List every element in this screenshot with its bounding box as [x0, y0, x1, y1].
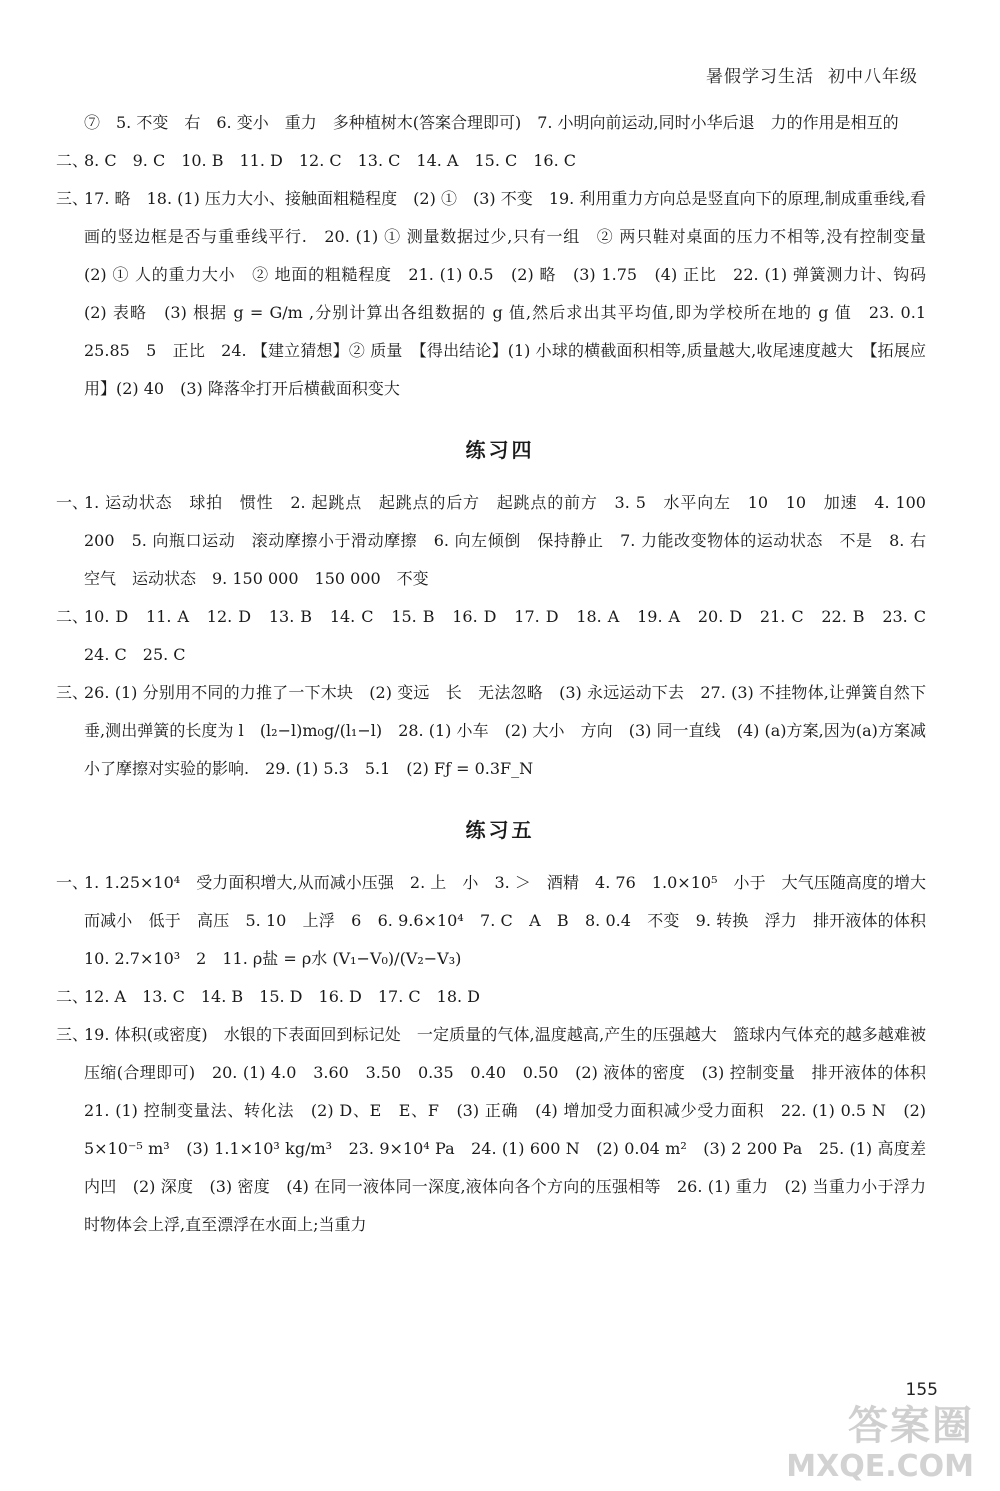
question-group-label: 三、	[56, 1025, 89, 1044]
answer-text: 10. D 11. A 12. D 13. B 14. C 15. B 16. D 17. D 18. A 19. A 20. D 21. C 22. B 23. C 24. C 25. C	[84, 607, 943, 664]
answer-paragraph	[0, 864, 1000, 978]
answer-paragraph	[0, 180, 1000, 408]
answer-paragraph	[0, 978, 1000, 1016]
answer-paragraph	[0, 598, 1000, 674]
page-header	[706, 62, 918, 87]
watermark-logo	[734, 1402, 974, 1488]
question-group-label: 二、	[56, 607, 89, 626]
answer-text: 1. 1.25×10⁴ 受力面积增大,从而减小压强 2. 上 小 3. ＞ 酒精 4. 76 1.0×10⁵ 小于 大气压随高度的增大而减小 低于 高压 5. 10 上浮 6 6. 9.6×10⁴ 7. C A B 8. 0.4 不变 9. 转换 浮力 排开液体的体积 10. 2.7×10³ 2 11. ρ盐 = ρ水 (V₁−V₀)/(V₂−V₃)	[84, 873, 943, 968]
answer-paragraph	[0, 484, 1000, 598]
answer-paragraph	[0, 104, 1000, 142]
watermark-sub-text: MXQE.COM	[786, 1449, 974, 1484]
question-group-label: 一、	[56, 493, 89, 512]
answer-text: ⑦ 5. 不变 右 6. 变小 重力 多种植树木(答案合理即可) 7. 小明向前运动,同时小华后退 力的作用是相互的	[84, 113, 899, 132]
question-group-label: 二、	[56, 987, 89, 1006]
section-title: 练习四	[465, 438, 535, 462]
question-group-label: 三、	[56, 683, 89, 702]
book-title: 暑假学习生活	[706, 67, 814, 87]
answer-text: 12. A 13. C 14. B 15. D 16. D 17. C 18. D	[84, 987, 481, 1006]
answer-text: 19. 体积(或密度) 水银的下表面回到标记处 一定质量的气体,温度越高,产生的压强越大 篮球内气体充的越多越难被压缩(合理即可) 20. (1) 4.0 3.60 3.50 0.35 0.40 0.50 (2) 液体的密度 (3) 控制变量 排开液体的体积 21. (1) 控制变量法、转化法 (2) D、E E、F (3) 正确 (4) 增加受力面积减少受力面积 22. (1) 0.5 N (2) 5×10⁻⁵ m³ (3) 1.1×10³ kg/m³ 23. 9×10⁴ Pa 24. (1) 600 N (2) 0.04 m² (3) 2 200 Pa 25. (1) 高度差 内凹 (2) 深度 (3) 密度 (4) 在同一液体同一深度,液体向各个方向的压强相等 26. (1) 重力 (2) 当重力小于浮力时物体会上浮,直至漂浮在水面上;当重力	[84, 1025, 943, 1234]
grade-label: 初中八年级	[828, 67, 918, 87]
answer-text: 8. C 9. C 10. B 11. D 12. C 13. C 14. A 15. C 16. C	[84, 151, 577, 170]
question-group-label: 一、	[56, 873, 89, 892]
answer-text: 1. 运动状态 球拍 惯性 2. 起跳点 起跳点的后方 起跳点的前方 3. 5 水平向左 10 10 加速 4. 100 200 5. 向瓶口运动 滚动摩擦小于滑动摩擦 6. 向左倾倒 保持静止 7. 力能改变物体的运动状态 不是 8. 右 空气 运动状态 9. 150 000 150 000 不变	[84, 493, 943, 588]
watermark-main-text: 答案圈	[848, 1403, 974, 1449]
answer-paragraph	[0, 674, 1000, 788]
section-title: 练习五	[465, 818, 535, 842]
answer-text: 17. 略 18. (1) 压力大小、接触面粗糙程度 (2) ① (3) 不变 19. 利用重力方向总是竖直向下的原理,制成重垂线,看画的竖边框是否与重垂线平行. 20. (1) ① 测量数据过少,只有一组 ② 两只鞋对桌面的压力不相等,没有控制变量 (2) ① 人的重力大小 ② 地面的粗糙程度 21. (1) 0.5 (2) 略 (3) 1.75 (4) 正比 22. (1) 弹簧测力计、钩码 (2) 表略 (3) 根据 g = G/m ,分别计算出各组数据的 g 值,然后求出其平均值,即为学校所在地的 g 值 23. 0.1 25.85 5 正比 24. 【建立猜想】② 质量 【得出结论】(1) 小球的横截面积相等,质量越大,收尾速度越大 【拓展应用】(2) 40 (3) 降落伞打开后横截面积变大	[84, 189, 943, 398]
answer-paragraph	[0, 1016, 1000, 1244]
answer-text: 26. (1) 分别用不同的力推了一下木块 (2) 变远 长 无法忽略 (3) 永远运动下去 27. (3) 不挂物体,让弹簧自然下垂,测出弹簧的长度为 l (l₂−l)m₀g/(l₁−l) 28. (1) 小车 (2) 大小 方向 (3) 同一直线 (4) (a)方案,因为(a)方案减小了摩擦对实验的影响. 29. (1) 5.3 5.1 (2) Fƒ = 0.3F_N	[84, 683, 926, 778]
answer-content	[0, 104, 1000, 1244]
question-group-label: 二、	[56, 151, 89, 170]
page-number: 155	[905, 1380, 938, 1400]
question-group-label: 三、	[56, 189, 89, 208]
answer-paragraph	[0, 142, 1000, 180]
